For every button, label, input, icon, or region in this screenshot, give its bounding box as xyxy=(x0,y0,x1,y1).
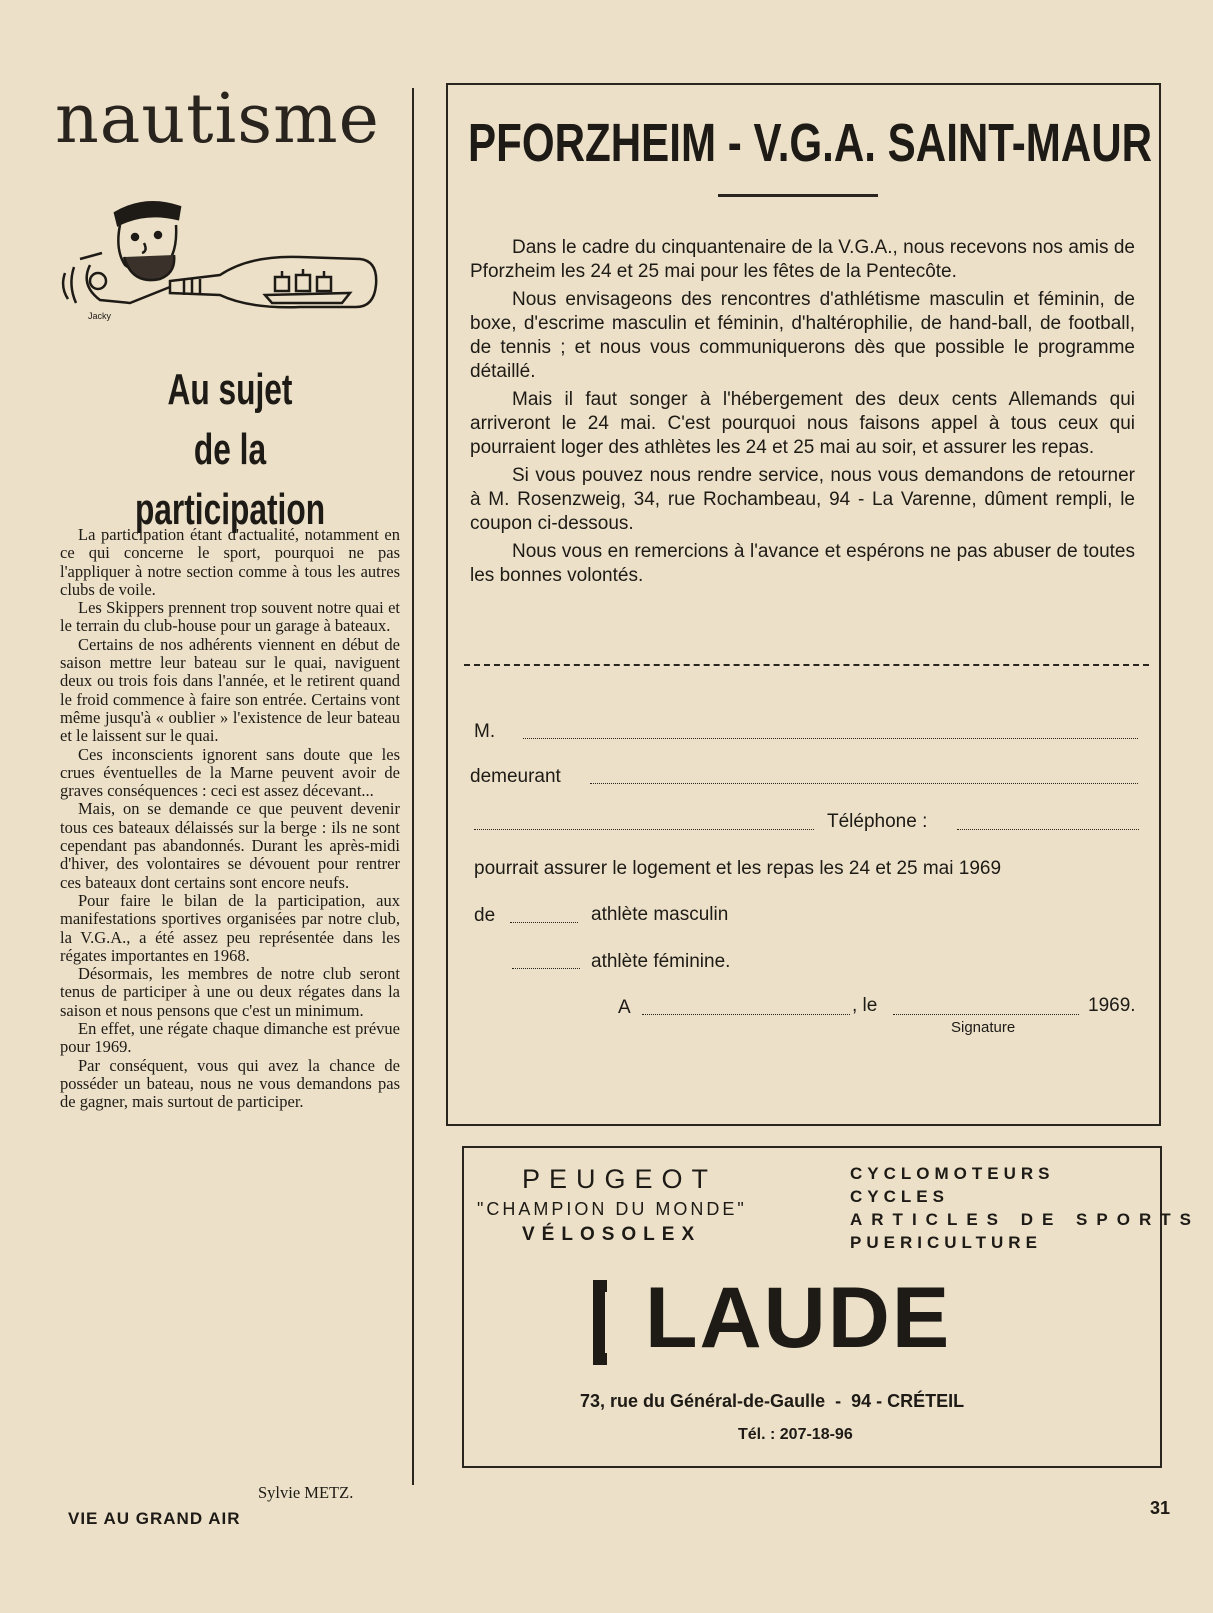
ad-shop-name: LAUDE xyxy=(645,1270,952,1366)
page-number: 31 xyxy=(1150,1498,1171,1518)
ad-service-item: ARTICLES DE SPORTS xyxy=(850,1210,1200,1229)
publication-name: VIE AU GRAND AIR xyxy=(68,1509,241,1528)
form-date-field[interactable] xyxy=(893,1014,1079,1015)
notice-paragraph: Nous vous en remercions à l'avance et espérons ne pas abuser de toutes les bonnes volontés. xyxy=(470,541,1135,586)
section-title: nautisme xyxy=(55,80,380,159)
notice-body xyxy=(470,236,1135,592)
form-signature-label: Signature xyxy=(951,1019,1016,1036)
ad-slogan: "CHAMPION DU MONDE" xyxy=(477,1199,747,1219)
coupon-cut-line xyxy=(464,664,1149,666)
headline-line-2: de la participation xyxy=(134,425,326,534)
form-phone-field[interactable] xyxy=(957,829,1139,830)
form-phone-label: Téléphone : xyxy=(827,811,928,832)
article-body xyxy=(60,526,400,1112)
article-paragraph: La participation étant d'actualité, notamment en ce qui concerne le sport, pourquoi ne pas l'appliquer à notre section comme à tous les autres clubs de voile. xyxy=(60,525,400,599)
cartoonist-signature: Jacky xyxy=(88,311,112,321)
article-paragraph: Désormais, les membres de notre club seront tenus de participer à une ou deux régates dans la saison et nous pensons que c'est un minimum. xyxy=(60,964,400,1020)
ad-services-list xyxy=(850,1162,1200,1254)
form-year: 1969. xyxy=(1088,995,1136,1016)
ad-service-item: CYCLES xyxy=(850,1187,949,1206)
title-underline xyxy=(718,194,878,197)
article-paragraph: Par conséquent, vous qui avez la chance de posséder un bateau, nous ne vous demandons pas de gagner, mais surtout de participer. xyxy=(60,1055,400,1112)
form-male-count-field[interactable] xyxy=(510,922,578,923)
form-male-label: athlète masculin xyxy=(591,904,729,925)
form-le-label: , le xyxy=(852,995,878,1016)
article-paragraph: Mais, on se demande ce que peuvent devenir tous ces bateaux délaissés sur la berge : ils ne sont cependant pas abandonnés. Durant les après-midi d'hiver, des volontaires se dévouent pour rentrer ces bateaux dont certains sont encore neufs. xyxy=(60,799,400,892)
article-paragraph: Certains de nos adhérents viennent en début de saison mettre leur bateau sur le quai, naviguent deux ou trois fois dans l'année, et le retirent quand le froid commence à faire son entrée. Certains vont même jusqu'à « oublier » l'existence de leur bateau et le laissent sur le quai. xyxy=(60,634,400,746)
article-paragraph: Pour faire le bilan de la participation, aux manifestations sportives organisées par notre club, la V.G.A., a été assez peu représentée dans les régates importantes en 1968. xyxy=(60,890,400,965)
ad-address: 73, rue du Général-de-Gaulle - 94 - CRÉTEIL xyxy=(580,1391,965,1411)
notice-paragraph: Si vous pouvez nous rendre service, nous vous demandons de retourner à M. Rosenzweig, 34, rue Rochambeau, 94 - La Varenne, dûment rempli, le coupon ci-dessous. xyxy=(470,465,1135,534)
sailor-cartoon-illustration xyxy=(60,195,390,325)
article-headline xyxy=(108,360,353,540)
ad-brand: PEUGEOT xyxy=(522,1164,718,1194)
notice-title: PFORZHEIM - V.G.A. SAINT-MAUR xyxy=(468,113,1153,173)
article-author: Sylvie METZ. xyxy=(258,1483,354,1502)
article-paragraph: Les Skippers prennent trop souvent notre quai et le terrain du club-house pour un garage à bateaux. xyxy=(60,598,400,636)
form-address-label: demeurant xyxy=(470,766,561,787)
form-statement: pourrait assurer le logement et les repas les 24 et 25 mai 1969 xyxy=(474,858,1002,879)
form-female-label: athlète féminine. xyxy=(591,951,731,972)
column-divider xyxy=(412,88,414,1485)
notice-paragraph: Nous envisageons des rencontres d'athlétisme masculin et féminin, de boxe, d'escrime masculin et féminin, d'haltérophilie, de hand-ball, de football, de tennis ; et nous vous communiquerons dès que possible le programme détaillé. xyxy=(470,289,1135,382)
ad-service-item: PUERICULTURE xyxy=(850,1233,1042,1252)
headline-line-1: Au sujet xyxy=(167,365,293,414)
form-female-count-field[interactable] xyxy=(512,968,580,969)
form-address-field[interactable] xyxy=(590,783,1138,784)
notice-paragraph: Dans le cadre du cinquantenaire de la V.G.A., nous recevons nos amis de Pforzheim les 24 et 25 mai pour les fêtes de la Pentecôte. xyxy=(470,237,1135,282)
ad-brand-velosolex: VÉLOSOLEX xyxy=(522,1224,702,1245)
article-paragraph: Ces inconscients ignorent sans doute que les crues éventuelles de la Marne peuvent avoir de graves conséquences : ceci est assez décevant... xyxy=(60,744,400,801)
form-name-field[interactable] xyxy=(523,738,1138,739)
form-place-field[interactable] xyxy=(642,1014,850,1015)
form-a-label: A xyxy=(618,997,631,1018)
form-address-field-2[interactable] xyxy=(474,829,814,830)
claude-logo-c-bracket xyxy=(593,1280,607,1365)
article-paragraph: En effet, une régate chaque dimanche est prévue pour 1969. xyxy=(60,1019,400,1057)
ad-phone: Tél. : 207-18-96 xyxy=(738,1426,853,1443)
form-de-label: de xyxy=(474,905,496,926)
ad-service-item: CYCLOMOTEURS xyxy=(850,1164,1055,1183)
form-m-label: M. xyxy=(474,721,496,742)
notice-paragraph: Mais il faut songer à l'hébergement des deux cents Allemands qui arriveront le 24 mai. C'est pourquoi nous faisons appel à tous ceux qui pourraient loger des athlètes les 24 et 25 mai au soir, et assurer les repas. xyxy=(470,389,1135,458)
